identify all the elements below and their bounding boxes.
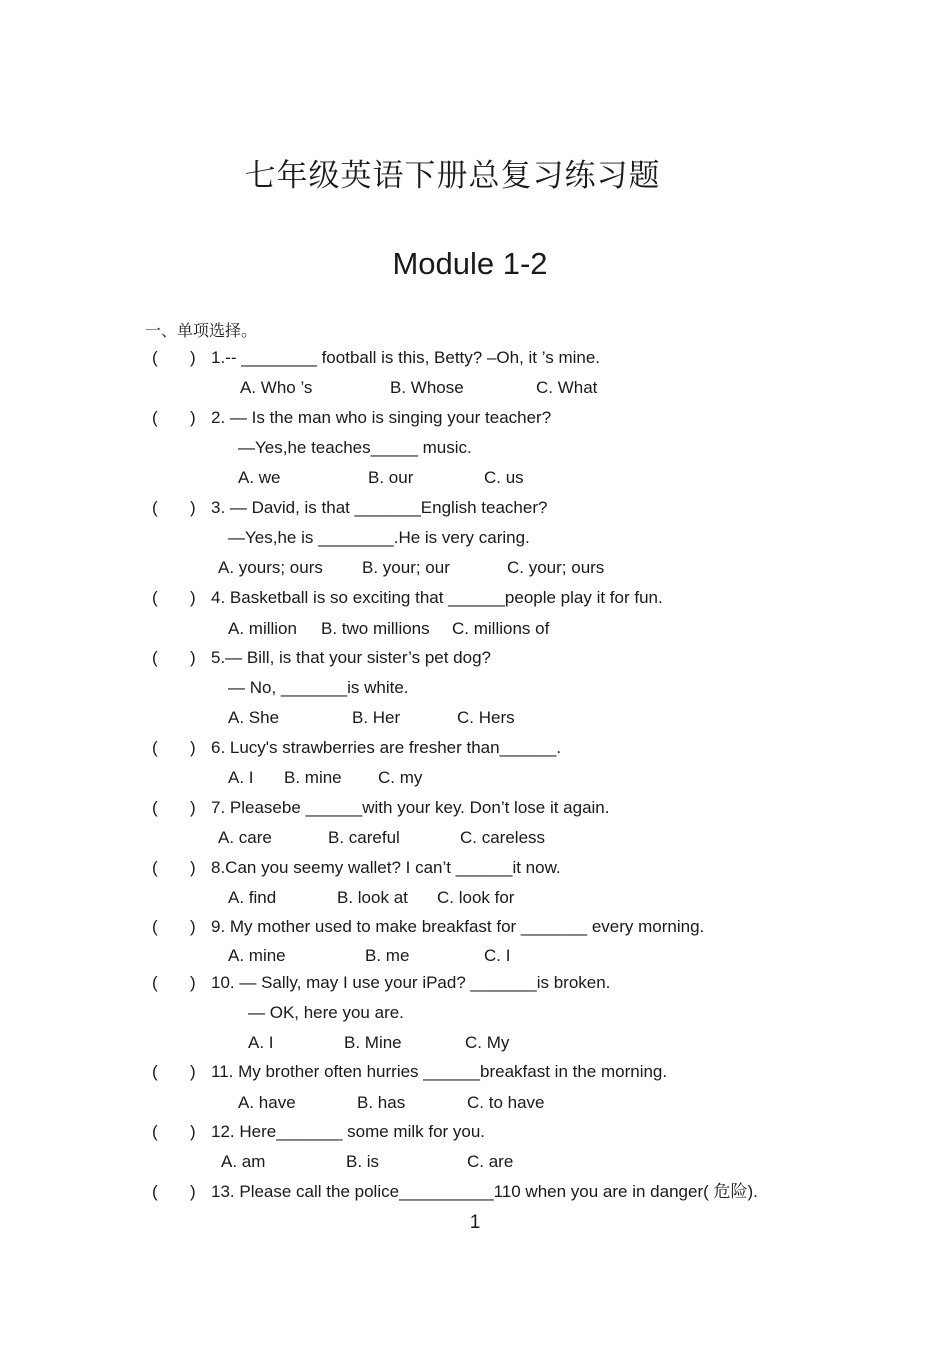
answer-paren-right: ) [190,917,196,936]
option-c: C. us [484,468,524,487]
option-c: C. My [465,1033,510,1052]
answer-paren-left: ( [152,498,158,517]
answer-paren-right: ) [190,588,196,607]
option-a: A. I [248,1033,274,1052]
option-b: B. look at [337,888,408,907]
question-stem: 1.-- ________ football is this, Betty? –Oh, it ’s mine. [211,348,601,367]
answer-paren-left: ( [152,408,158,427]
answer-paren-right: ) [190,798,196,817]
answer-paren-right: ) [190,738,196,757]
question-stem: 11. My brother often hurries ______breakfast in the morning. [211,1062,668,1081]
page-number: 1 [469,1212,481,1233]
option-c: C. What [536,378,598,397]
answer-paren-left: ( [152,648,158,667]
document-title-module: Module 1-2 [392,246,548,281]
answer-paren-right: ) [190,1182,196,1201]
option-b: B. Mine [344,1033,402,1052]
answer-paren-right: ) [190,498,196,517]
option-c: C. I [484,946,511,965]
answer-paren-left: ( [152,1122,158,1141]
answer-paren-left: ( [152,348,158,367]
answer-paren-right: ) [190,1122,196,1141]
option-b: B. has [357,1093,406,1112]
question-continuation: —Yes,he teaches_____ music. [238,438,472,457]
section-heading: 一、单项选择。 [145,321,258,340]
question-stem: 12. Here_______ some milk for you. [211,1122,486,1141]
option-c: C. are [467,1152,514,1171]
answer-paren-right: ) [190,858,196,877]
question-stem: 13. Please call the police__________110 when you are in danger( 危险). [211,1182,758,1201]
option-b: B. Her [352,708,401,727]
answer-paren-left: ( [152,973,158,992]
question-stem: 3. — David, is that _______English teacher? [211,498,548,517]
option-a: A. we [238,468,281,487]
question-continuation: —Yes,he is ________.He is very caring. [228,528,530,547]
answer-paren-right: ) [190,648,196,667]
option-b: B. careful [328,828,400,847]
option-b: B. Whose [390,378,464,397]
answer-paren-left: ( [152,798,158,817]
question-stem: 5.— Bill, is that your sister’s pet dog? [211,648,492,667]
document-title-chinese: 七年级英语下册总复习练习题 [244,158,661,194]
question-stem: 4. Basketball is so exciting that ______people play it for fun. [211,588,663,607]
option-c: C. to have [467,1093,545,1112]
option-b: B. our [368,468,414,487]
answer-paren-left: ( [152,738,158,757]
option-c: C. Hers [457,708,515,727]
option-a: A. am [221,1152,266,1171]
option-a: A. million [228,619,297,638]
option-a: A. I [228,768,254,787]
answer-paren-left: ( [152,1062,158,1081]
option-c: C. your; ours [507,558,605,577]
question-stem: 8.Can you seemy wallet? I can’t ______it now. [211,858,561,877]
option-c: C. careless [460,828,546,847]
option-a: A. yours; ours [218,558,323,577]
question-continuation: — OK, here you are. [248,1003,404,1022]
question-stem: 6. Lucy's strawberries are fresher than______. [211,738,562,757]
question-stem: 10. — Sally, may I use your iPad? _______is broken. [211,973,611,992]
option-a: A. find [228,888,277,907]
option-b: B. is [346,1152,380,1171]
answer-paren-right: ) [190,1062,196,1081]
question-stem: 2. — Is the man who is singing your teacher? [211,408,552,427]
question-stem: 9. My mother used to make breakfast for _______ every morning. [211,917,705,936]
answer-paren-right: ) [190,348,196,367]
answer-paren-left: ( [152,917,158,936]
answer-paren-right: ) [190,973,196,992]
answer-paren-left: ( [152,1182,158,1201]
option-c: C. millions of [452,619,550,638]
option-a: A. care [218,828,272,847]
option-a: A. mine [228,946,286,965]
answer-paren-right: ) [190,408,196,427]
option-c: C. look for [437,888,515,907]
answer-paren-left: ( [152,588,158,607]
option-b: B. two millions [321,619,430,638]
option-c: C. my [378,768,423,787]
option-b: B. your; our [362,558,450,577]
option-b: B. mine [284,768,342,787]
question-continuation: — No, _______is white. [228,678,409,697]
answer-paren-left: ( [152,858,158,877]
option-a: A. She [228,708,280,727]
option-b: B. me [365,946,410,965]
question-stem: 7. Pleasebe ______with your key. Don’t lose it again. [211,798,610,817]
option-a: A. have [238,1093,296,1112]
option-a: A. Who ’s [240,378,313,397]
